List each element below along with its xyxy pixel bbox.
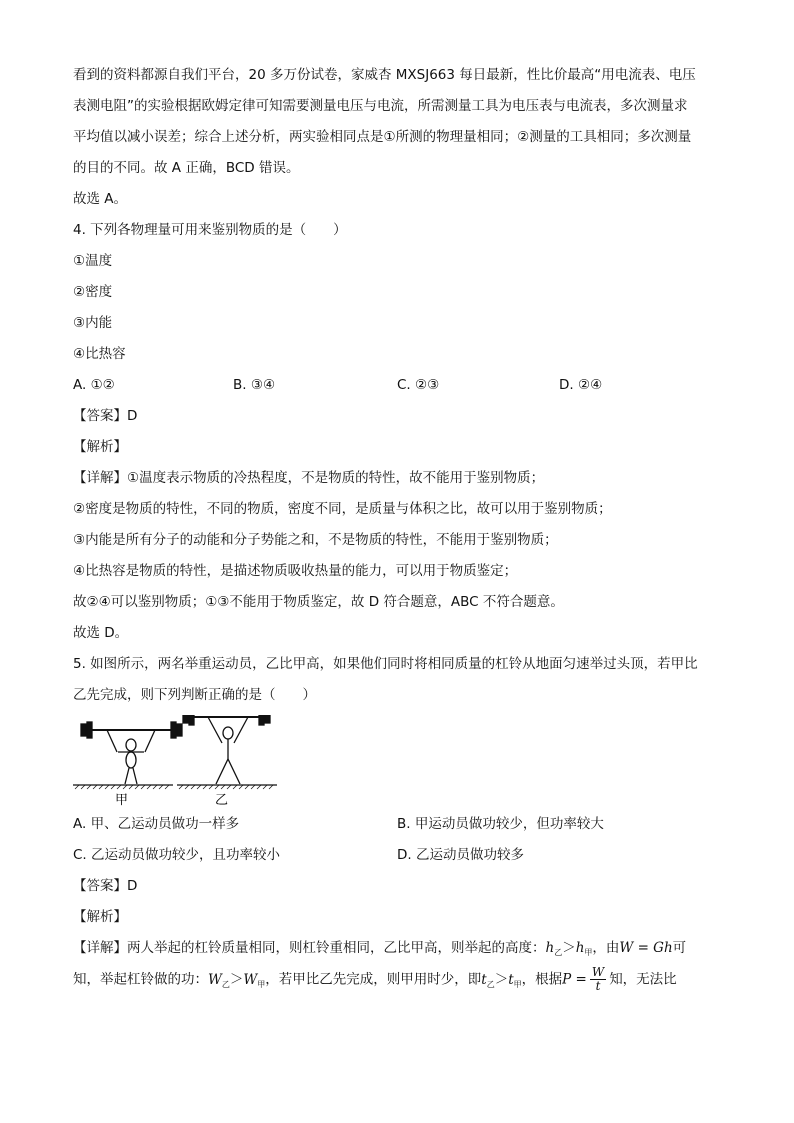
label-yi: 乙 xyxy=(215,793,229,808)
answer-label: 【答案】D xyxy=(73,878,138,894)
question-stem: 4. 下列各物理量可用来鉴别物质的是（ ） xyxy=(73,222,347,238)
choice-b: B. 甲运动员做功较少，但功率较大 xyxy=(397,816,604,832)
lifter-jia xyxy=(81,722,182,784)
formula-fraction: $\frac{W}{t}$ xyxy=(591,965,605,993)
text-line: 表测电阻”的实验根据欧姆定律可知需要测量电压与电流，所需测量工具为电压表与电流表，多次测量求 xyxy=(73,98,688,114)
analysis-label: 【解析】 xyxy=(73,439,127,455)
detail-line: ④比热容是物质的特性，是描述物质吸收热量的能力，可以用于物质鉴定； xyxy=(73,563,518,579)
detail-line: 【详解】①温度表示物质的冷热程度，不是物质的特性，故不能用于鉴别物质； xyxy=(73,470,545,486)
question-stem: 乙先完成，则下列判断正确的是（ ） xyxy=(73,687,316,703)
choice-d: D. ②④ xyxy=(559,377,603,393)
detail-line: 知，举起杠铃做的功：$W_乙>W_甲$，若甲比乙先完成，则甲用时少，即$t_乙>t_甲$，根据P = $\frac{W}{t}$ 知，无法比 xyxy=(73,965,677,993)
text-line: 平均值以减小误差；综合上述分析，两实验相同点是①所测的物理量相同；②测量的工具相同；多次测量 xyxy=(73,129,692,145)
text-line: 看到的资料都源自我们平台，20 多万份试卷，家威杏 MXSJ663 每日最新，性比价最高“用电流表、电压 xyxy=(73,67,696,83)
lifter-yi xyxy=(183,715,270,784)
math-w-yi: $W_乙$ xyxy=(208,971,230,989)
choice-c: C. ②③ xyxy=(397,377,440,393)
choice-row xyxy=(73,372,723,403)
math-t-jia: $t_甲$ xyxy=(508,971,522,989)
formula-p-lhs: P = xyxy=(562,971,587,988)
choice-row xyxy=(73,811,723,842)
question-4 xyxy=(73,217,723,651)
choice-b: B. ③④ xyxy=(233,377,276,393)
detail-line: ②密度是物质的特性，不同的物质，密度不同，是质量与体积之比，故可以用于鉴别物质； xyxy=(73,501,612,517)
question-5 xyxy=(73,651,723,997)
choice-d: D. 乙运动员做功较多 xyxy=(397,847,524,863)
formula-w-gh: W = Gh xyxy=(619,940,673,956)
weightlifter-figure xyxy=(73,715,723,811)
question-stem: 5. 如图所示，两名举重运动员，乙比甲高，如果他们同时将相同质量的杠铃从地面匀速举过头顶，若甲比 xyxy=(73,656,698,672)
detail-line: 故②④可以鉴别物质；①③不能用于物质鉴定，故 D 符合题意，ABC 不符合题意。 xyxy=(73,594,564,610)
choice-a: A. ①② xyxy=(73,377,115,393)
option-item: ③内能 xyxy=(73,315,113,331)
previous-answer-continuation xyxy=(73,62,723,217)
detail-line: 【详解】两人举起的杠铃质量相同，则杠铃重相同，乙比甲高，则举起的高度：$h_乙>h_甲$，由W = Gh可 xyxy=(73,940,687,957)
document-page xyxy=(73,62,723,997)
answer-label: 【答案】D xyxy=(73,408,138,424)
weightlifters-diagram xyxy=(73,715,293,811)
option-item: ②密度 xyxy=(73,284,113,300)
math-t-yi: $t_乙$ xyxy=(481,971,495,989)
analysis-label: 【解析】 xyxy=(73,909,127,925)
choice-c: C. 乙运动员做功较少，且功率较小 xyxy=(73,847,281,863)
text-line: 的目的不同。故 A 正确，BCD 错误。 xyxy=(73,160,300,176)
detail-line: 故选 D。 xyxy=(73,625,129,641)
choice-row xyxy=(73,842,723,873)
label-jia: 甲 xyxy=(115,793,129,808)
math-w-jia: $W_甲$ xyxy=(243,971,266,989)
option-item: ①温度 xyxy=(73,253,113,269)
math-h-yi: $h_乙$ xyxy=(545,940,563,957)
detail-line: ③内能是所有分子的动能和分子势能之和，不是物质的特性，不能用于鉴别物质； xyxy=(73,532,558,548)
choice-a: A. 甲、乙运动员做功一样多 xyxy=(73,816,240,832)
option-item: ④比热容 xyxy=(73,346,126,362)
math-h-jia: $h_甲$ xyxy=(575,940,593,957)
text-line: 故选 A。 xyxy=(73,191,128,207)
